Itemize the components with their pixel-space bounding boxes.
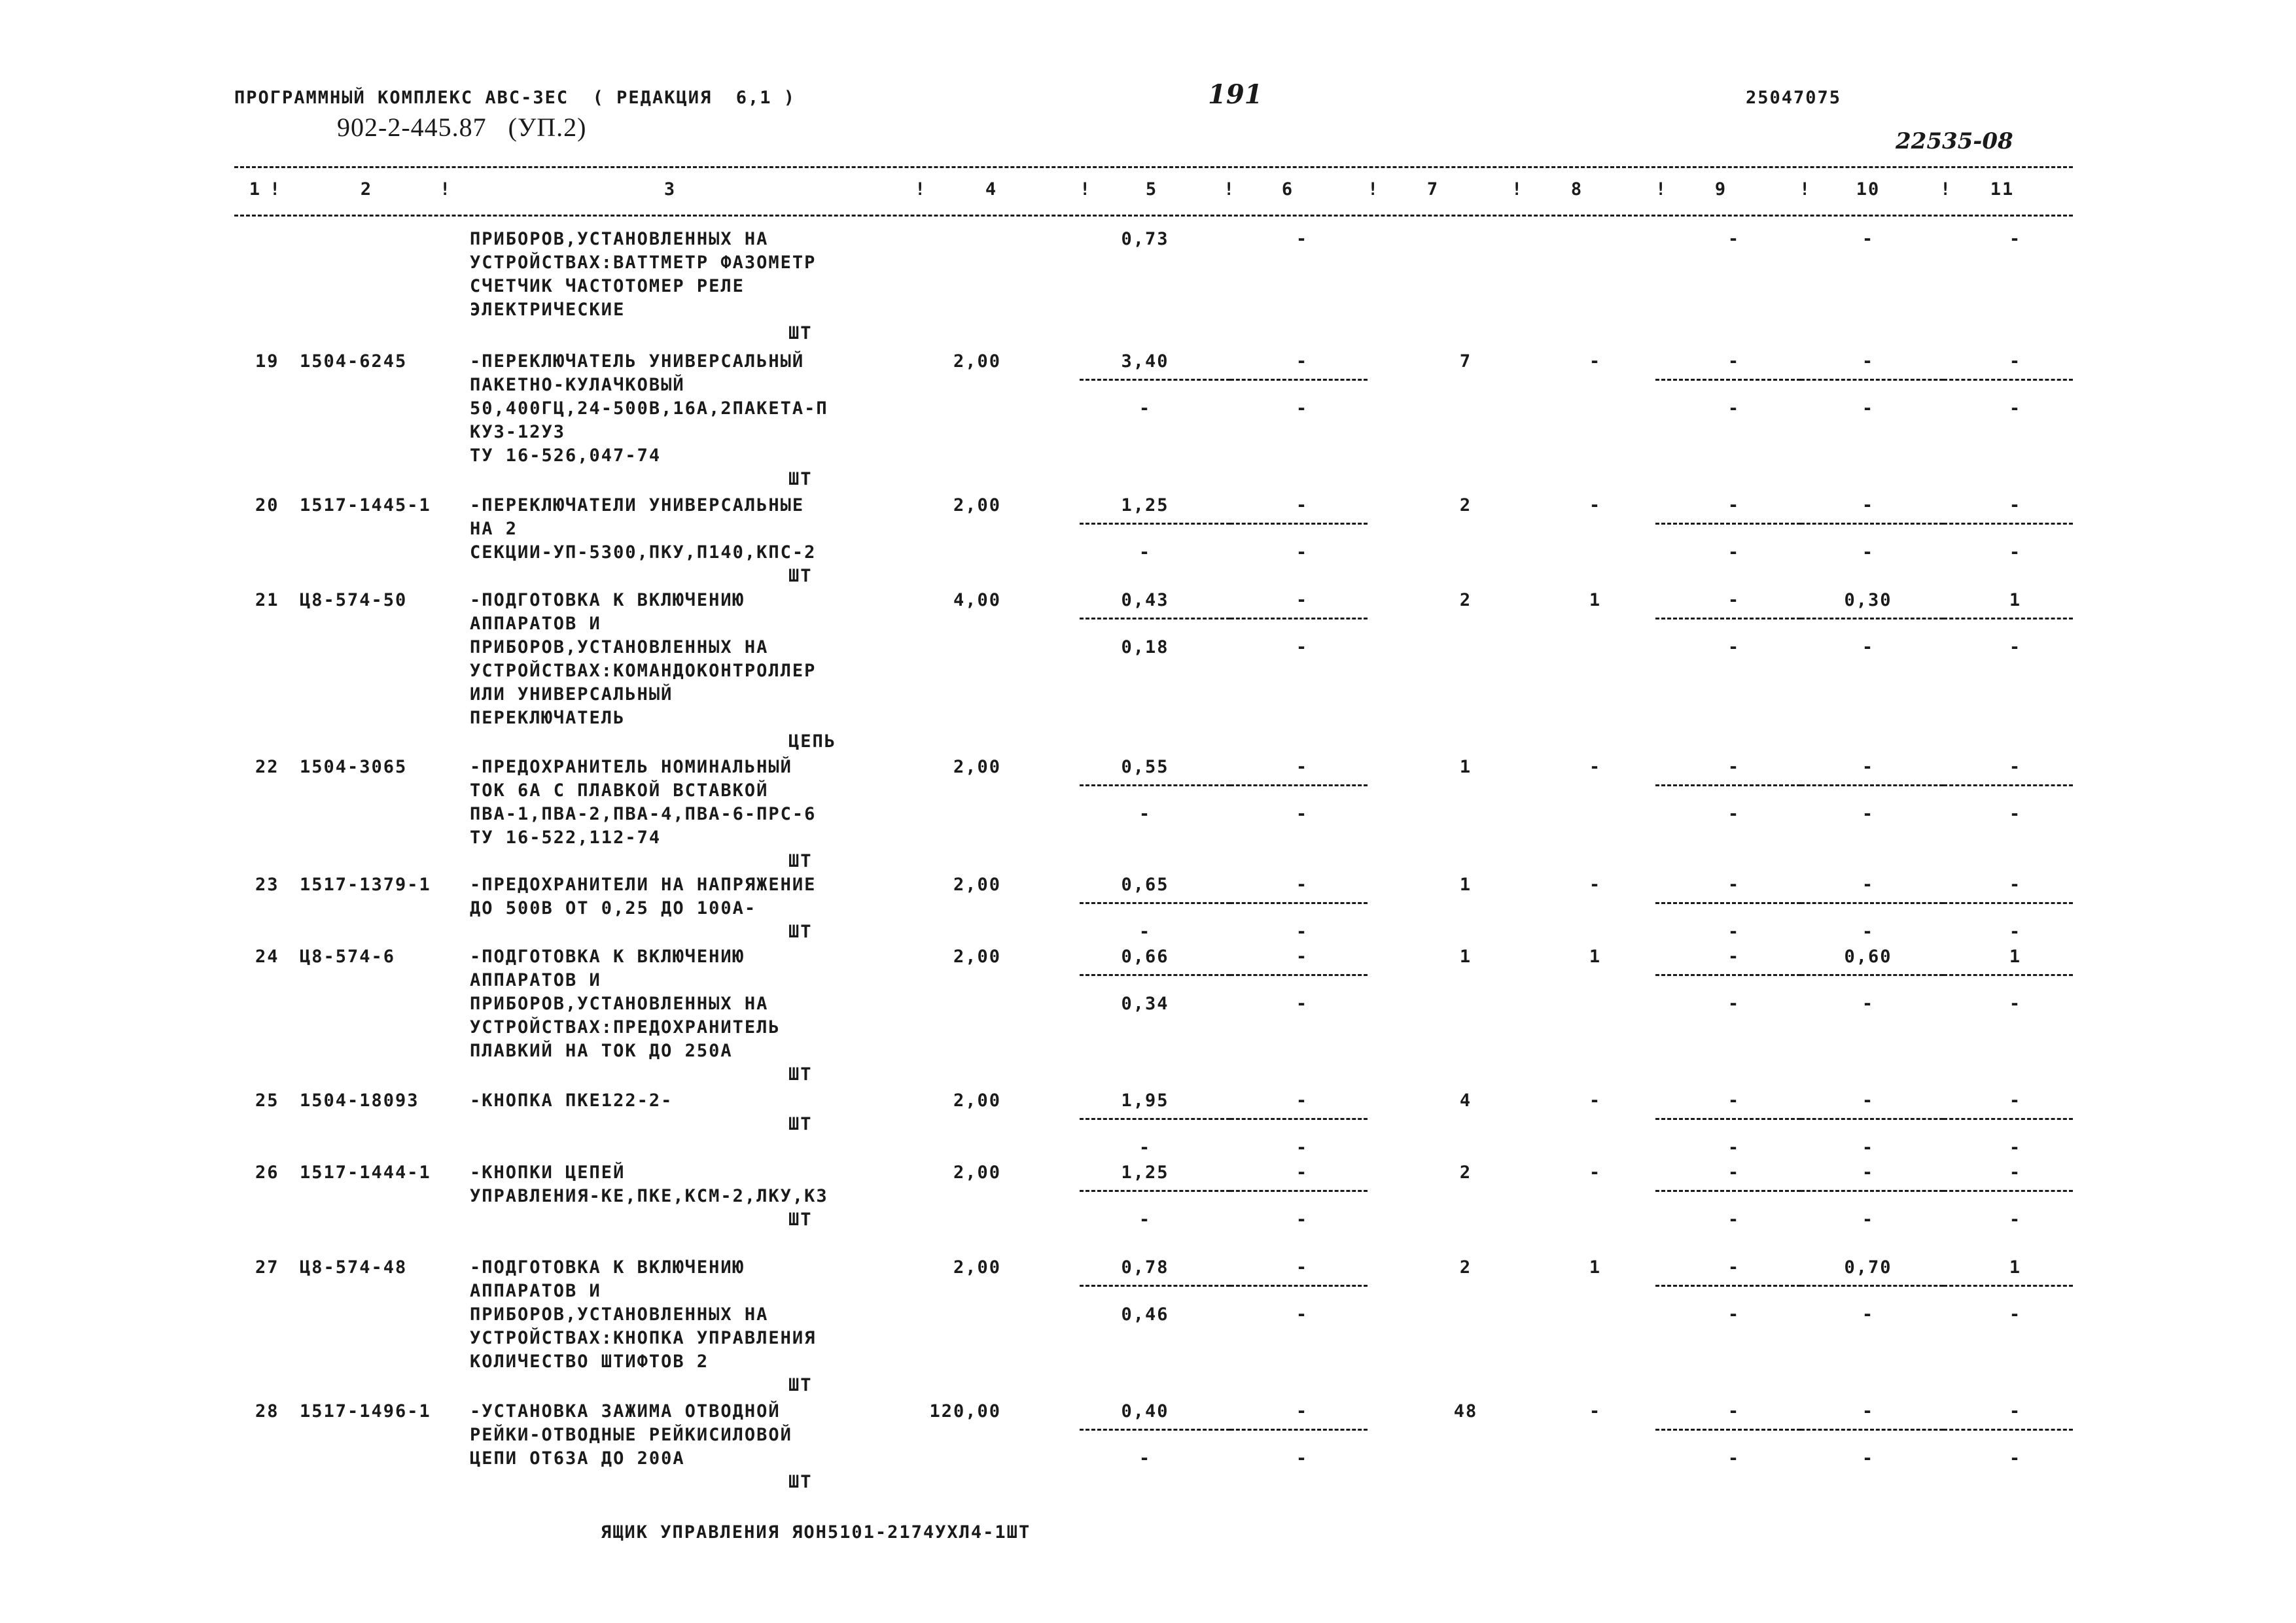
cell-divider	[1943, 618, 2073, 620]
row-col10-top: 0,70	[1844, 1257, 1892, 1278]
row-qty: 2,00	[953, 875, 1001, 895]
row-col9-top: -	[1727, 1401, 1740, 1422]
column-separator: !	[270, 179, 282, 200]
row-qty: 2,00	[953, 1091, 1001, 1111]
row-col5-bottom: -	[1139, 804, 1152, 824]
row-col5-top: 0,66	[1121, 947, 1169, 967]
row-qty: 120,00	[929, 1401, 1001, 1422]
row-col9-top: -	[1727, 229, 1740, 249]
cell-divider	[1230, 1285, 1368, 1287]
row-col7: 48	[1453, 1401, 1478, 1422]
row-unit: ШТ	[788, 1114, 813, 1134]
cell-divider	[1943, 523, 2073, 525]
cell-divider	[1080, 974, 1230, 976]
row-code: Ц8-574-48	[300, 1257, 408, 1278]
row-col9-top: -	[1727, 875, 1740, 895]
row-col10-top: -	[1862, 1162, 1875, 1183]
cell-divider	[1230, 974, 1368, 976]
row-col9-top: -	[1727, 1257, 1740, 1278]
column-header-5: 5	[1145, 179, 1158, 200]
row-col10-bottom: -	[1862, 1138, 1875, 1158]
column-header-1: 1	[249, 179, 262, 200]
row-col9-top: -	[1727, 947, 1740, 967]
row-col5-bottom: -	[1139, 1138, 1152, 1158]
row-description-line: АППАРАТОВ И	[470, 970, 601, 990]
row-col9-bottom: -	[1727, 994, 1740, 1014]
row-col8: -	[1589, 495, 1602, 515]
row-col5-bottom: -	[1139, 398, 1152, 419]
cell-divider	[1655, 784, 1801, 786]
row-col5-bottom: -	[1139, 1210, 1152, 1230]
row-description-line: РЕЙКИ-ОТВОДНЫЕ РЕЙКИСИЛОВОЙ	[470, 1425, 792, 1445]
row-description-line: УСТРОЙСТВАХ:ВАТТМЕТР ФАЗОМЕТР	[470, 253, 817, 273]
row-col10-bottom: -	[1862, 398, 1875, 419]
row-code: 1517-1444-1	[300, 1162, 431, 1183]
sheet-code: 25047075	[1746, 88, 1842, 108]
row-col6-bottom: -	[1296, 637, 1309, 657]
row-col11-bottom: -	[2009, 1448, 2022, 1469]
row-col11-bottom: -	[2009, 1210, 2022, 1230]
row-description-line: ЭЛЕКТРИЧЕСКИЕ	[470, 300, 626, 320]
column-header-7: 7	[1426, 179, 1439, 200]
row-unit: ШТ	[788, 1375, 813, 1395]
row-col8: -	[1589, 1401, 1602, 1422]
row-number: 22	[255, 757, 279, 777]
row-code: 1517-1379-1	[300, 875, 431, 895]
row-col6-top: -	[1296, 1257, 1309, 1278]
page-number: 191	[1208, 79, 1263, 110]
row-col10-top: -	[1862, 757, 1875, 777]
row-unit: ШТ	[788, 1210, 813, 1230]
row-col11-top: 1	[2009, 947, 2022, 967]
row-col9-top: -	[1727, 495, 1740, 515]
row-col10-top: 0,30	[1844, 590, 1892, 610]
row-description-line: УПРАВЛЕНИЯ-КЕ,ПКЕ,КСМ-2,ЛКУ,КЗ	[470, 1186, 828, 1206]
row-col11-top: -	[2009, 229, 2022, 249]
row-col10-bottom: -	[1862, 804, 1875, 824]
row-col7: 2	[1459, 495, 1472, 515]
row-col11-top: 1	[2009, 590, 2022, 610]
row-number: 26	[255, 1162, 279, 1183]
row-description-line: СЕКЦИИ-УП-5300,ПКУ,П140,КПС-2	[470, 542, 817, 563]
row-qty: 2,00	[953, 757, 1001, 777]
row-col11-bottom: -	[2009, 542, 2022, 563]
row-col9-top: -	[1727, 757, 1740, 777]
row-col10-top: -	[1862, 495, 1875, 515]
column-header-4: 4	[985, 179, 998, 200]
cell-divider	[1801, 1118, 1943, 1120]
row-col5-top: 0,73	[1121, 229, 1169, 249]
row-col11-bottom: -	[2009, 1304, 2022, 1325]
cell-divider	[1801, 784, 1943, 786]
row-col9-bottom: -	[1727, 1304, 1740, 1325]
column-separator: !	[1940, 179, 1952, 200]
row-number: 21	[255, 590, 279, 610]
row-col10-bottom: -	[1862, 1210, 1875, 1230]
cell-divider	[1943, 974, 2073, 976]
row-qty: 2,00	[953, 351, 1001, 372]
row-description-line: УСТРОЙСТВАХ:КОМАНДОКОНТРОЛЛЕР	[470, 661, 817, 681]
cell-divider	[1943, 379, 2073, 381]
row-col6-top: -	[1296, 1091, 1309, 1111]
row-description-line: -ПРЕДОХРАНИТЕЛИ НА НАПРЯЖЕНИЕ	[470, 875, 817, 895]
row-col6-bottom: -	[1296, 1448, 1309, 1469]
row-code: 1504-3065	[300, 757, 408, 777]
cell-divider	[1080, 523, 1230, 525]
row-col11-top: -	[2009, 1091, 2022, 1111]
row-unit: ШТ	[788, 851, 813, 871]
row-col9-bottom: -	[1727, 398, 1740, 419]
row-description-line: ПРИБОРОВ,УСТАНОВЛЕННЫХ НА	[470, 637, 769, 657]
cell-divider	[1655, 1118, 1801, 1120]
row-col6-top: -	[1296, 1162, 1309, 1183]
row-col6-top: -	[1296, 495, 1309, 515]
cell-divider	[1080, 784, 1230, 786]
row-col9-bottom: -	[1727, 1448, 1740, 1469]
row-col5-bottom: 0,18	[1121, 637, 1169, 657]
row-description-line: ЦЕПИ ОТ63А ДО 200А	[470, 1448, 685, 1469]
row-col10-bottom: -	[1862, 922, 1875, 942]
row-col9-top: -	[1727, 1091, 1740, 1111]
row-description-line: ДО 500В ОТ 0,25 ДО 100А-	[470, 898, 757, 918]
cell-divider	[1801, 1429, 1943, 1431]
row-col7: 1	[1459, 947, 1472, 967]
cell-divider	[1230, 1118, 1368, 1120]
row-description-line: ТОК 6А С ПЛАВКОЙ ВСТАВКОЙ	[470, 780, 769, 801]
cell-divider	[1801, 1190, 1943, 1192]
row-description-line: -КНОПКИ ЦЕПЕЙ	[470, 1162, 626, 1183]
column-separator: !	[915, 179, 927, 200]
cell-divider	[1230, 1429, 1368, 1431]
row-col5-bottom: -	[1139, 1448, 1152, 1469]
row-col7: 4	[1459, 1091, 1472, 1111]
row-col8: 1	[1589, 947, 1602, 967]
row-description-line: 50,400ГЦ,24-500В,16А,2ПАКЕТА-П	[470, 398, 828, 419]
cell-divider	[1230, 1190, 1368, 1192]
cell-divider	[1655, 1429, 1801, 1431]
row-col6-top: -	[1296, 229, 1309, 249]
cell-divider	[1943, 1285, 2073, 1287]
row-description-line: ПАКЕТНО-КУЛАЧКОВЫЙ	[470, 375, 685, 395]
row-unit: ШТ	[788, 469, 813, 489]
row-col5-top: 1,95	[1121, 1091, 1169, 1111]
row-col5-bottom: 0,34	[1121, 994, 1169, 1014]
cell-divider	[1943, 902, 2073, 904]
cell-divider	[1943, 1429, 2073, 1431]
row-description-line: КОЛИЧЕСТВО ШТИФТОВ 2	[470, 1352, 709, 1372]
row-col11-bottom: -	[2009, 637, 2022, 657]
row-description-line: ПРИБОРОВ,УСТАНОВЛЕННЫХ НА	[470, 994, 769, 1014]
row-col7: 2	[1459, 590, 1472, 610]
row-qty: 2,00	[953, 947, 1001, 967]
row-unit: ЦЕПЬ	[788, 731, 837, 752]
row-col11-bottom: -	[2009, 398, 2022, 419]
row-col6-bottom: -	[1296, 1304, 1309, 1325]
row-number: 25	[255, 1091, 279, 1111]
row-col5-top: 0,55	[1121, 757, 1169, 777]
cell-divider	[1080, 1285, 1230, 1287]
row-col7: 7	[1459, 351, 1472, 372]
row-col10-bottom: -	[1862, 1448, 1875, 1469]
row-number: 24	[255, 947, 279, 967]
row-col11-top: -	[2009, 1162, 2022, 1183]
row-description-line: -ПОДГОТОВКА К ВКЛЮЧЕНИЮ	[470, 590, 745, 610]
footer-note: ЯЩИК УПРАВЛЕНИЯ ЯОН5101-2174УХЛ4-1ШТ	[601, 1522, 1031, 1543]
column-header-10: 10	[1856, 179, 1881, 200]
row-col6-top: -	[1296, 1401, 1309, 1422]
row-col9-bottom: -	[1727, 922, 1740, 942]
cell-divider	[1080, 1190, 1230, 1192]
cell-divider	[1230, 902, 1368, 904]
row-description-line: УСТРОЙСТВАХ:ПРЕДОХРАНИТЕЛЬ	[470, 1017, 781, 1038]
row-code: Ц8-574-6	[300, 947, 396, 967]
row-col11-bottom: -	[2009, 922, 2022, 942]
row-qty: 4,00	[953, 590, 1001, 610]
row-col9-top: -	[1727, 1162, 1740, 1183]
cell-divider	[1080, 1118, 1230, 1120]
row-col6-bottom: -	[1296, 1138, 1309, 1158]
row-unit: ШТ	[788, 566, 813, 586]
cell-divider	[1080, 379, 1230, 381]
cell-divider	[1801, 523, 1943, 525]
row-col5-top: 1,25	[1121, 1162, 1169, 1183]
cell-divider	[1943, 784, 2073, 786]
row-description-line: ПРИБОРОВ,УСТАНОВЛЕННЫХ НА	[470, 229, 769, 249]
row-description-line: -ПЕРЕКЛЮЧАТЕЛЬ УНИВЕРСАЛЬНЫЙ	[470, 351, 805, 372]
row-description-line: АППАРАТОВ И	[470, 1281, 601, 1301]
cell-divider	[1943, 1190, 2073, 1192]
column-header-3: 3	[663, 179, 677, 200]
row-col8: -	[1589, 875, 1602, 895]
cell-divider	[1230, 523, 1368, 525]
row-col11-top: 1	[2009, 1257, 2022, 1278]
row-col10-bottom: -	[1862, 637, 1875, 657]
row-col9-bottom: -	[1727, 1210, 1740, 1230]
column-header-6: 6	[1281, 179, 1294, 200]
row-col10-top: 0,60	[1844, 947, 1892, 967]
row-col9-top: -	[1727, 590, 1740, 610]
row-col5-top: 0,40	[1121, 1401, 1169, 1422]
row-description-line: ИЛИ УНИВЕРСАЛЬНЫЙ	[470, 684, 673, 705]
cell-divider	[1655, 618, 1801, 620]
row-col9-bottom: -	[1727, 1138, 1740, 1158]
column-separator: !	[1224, 179, 1236, 200]
row-col7: 1	[1459, 757, 1472, 777]
row-col5-bottom: -	[1139, 542, 1152, 563]
row-col6-bottom: -	[1296, 398, 1309, 419]
column-header-8: 8	[1570, 179, 1583, 200]
row-col10-top: -	[1862, 351, 1875, 372]
column-separator: !	[440, 179, 452, 200]
row-description-line: УСТРОЙСТВАХ:КНОПКА УПРАВЛЕНИЯ	[470, 1328, 817, 1348]
row-col7: 2	[1459, 1162, 1472, 1183]
cell-divider	[1080, 1429, 1230, 1431]
row-col6-bottom: -	[1296, 922, 1309, 942]
row-col6-top: -	[1296, 875, 1309, 895]
row-col5-bottom: 0,46	[1121, 1304, 1169, 1325]
row-description-line: КУЗ-12УЗ	[470, 422, 566, 442]
row-col10-top: -	[1862, 1401, 1875, 1422]
column-separator: !	[1368, 179, 1380, 200]
row-description-line: -ПРЕДОХРАНИТЕЛЬ НОМИНАЛЬНЫЙ	[470, 757, 792, 777]
row-description-line: ПЕРЕКЛЮЧАТЕЛЬ	[470, 708, 626, 728]
row-number: 27	[255, 1257, 279, 1278]
row-col11-bottom: -	[2009, 1138, 2022, 1158]
row-description-line: -ПОДГОТОВКА К ВКЛЮЧЕНИЮ	[470, 1257, 745, 1278]
column-header-2: 2	[360, 179, 373, 200]
row-number: 20	[255, 495, 279, 515]
row-col6-bottom: -	[1296, 804, 1309, 824]
row-description-line: ТУ 16-526,047-74	[470, 445, 662, 466]
row-qty: 2,00	[953, 495, 1001, 515]
row-description-line: СЧЕТЧИК ЧАСТОТОМЕР РЕЛЕ	[470, 276, 745, 296]
row-col7: 2	[1459, 1257, 1472, 1278]
cell-divider	[1230, 379, 1368, 381]
row-code: 1517-1445-1	[300, 495, 431, 515]
cell-divider	[1801, 974, 1943, 976]
row-col6-bottom: -	[1296, 542, 1309, 563]
cell-divider	[1080, 902, 1230, 904]
row-col10-bottom: -	[1862, 542, 1875, 563]
handwritten-code: 22535-08	[1896, 128, 2013, 154]
column-separator: !	[1799, 179, 1812, 200]
row-col10-top: -	[1862, 229, 1875, 249]
cell-divider	[1655, 379, 1801, 381]
cell-divider	[1801, 379, 1943, 381]
header-rule-bottom	[234, 215, 2073, 217]
cell-divider	[1801, 1285, 1943, 1287]
row-col11-top: -	[2009, 495, 2022, 515]
row-col10-bottom: -	[1862, 994, 1875, 1014]
cell-divider	[1655, 1285, 1801, 1287]
row-col10-top: -	[1862, 875, 1875, 895]
row-col11-top: -	[2009, 1401, 2022, 1422]
row-col8: 1	[1589, 1257, 1602, 1278]
row-col11-top: -	[2009, 875, 2022, 895]
row-col6-bottom: -	[1296, 994, 1309, 1014]
row-description-line: ТУ 16-522,112-74	[470, 828, 662, 848]
program-title: ПРОГРАММНЫЙ КОМПЛЕКС АВС-ЗЕС ( РЕДАКЦИЯ 6,1 )	[234, 88, 796, 108]
row-col8: 1	[1589, 590, 1602, 610]
row-col6-top: -	[1296, 947, 1309, 967]
row-col8: -	[1589, 1162, 1602, 1183]
row-unit: ШТ	[788, 323, 813, 343]
row-col11-bottom: -	[2009, 804, 2022, 824]
row-col11-bottom: -	[2009, 994, 2022, 1014]
cell-divider	[1655, 974, 1801, 976]
row-number: 28	[255, 1401, 279, 1422]
row-description-line: -КНОПКА ПКЕ122-2-	[470, 1091, 673, 1111]
column-header-9: 9	[1714, 179, 1727, 200]
column-separator: !	[1080, 179, 1092, 200]
cell-divider	[1655, 523, 1801, 525]
row-description-line: ПРИБОРОВ,УСТАНОВЛЕННЫХ НА	[470, 1304, 769, 1325]
row-code: 1517-1496-1	[300, 1401, 431, 1422]
row-col7: 1	[1459, 875, 1472, 895]
row-col5-top: 0,65	[1121, 875, 1169, 895]
row-col5-top: 3,40	[1121, 351, 1169, 372]
cell-divider	[1080, 618, 1230, 620]
row-col11-top: -	[2009, 757, 2022, 777]
row-col10-bottom: -	[1862, 1304, 1875, 1325]
row-col10-top: -	[1862, 1091, 1875, 1111]
row-col8: -	[1589, 1091, 1602, 1111]
row-col9-bottom: -	[1727, 804, 1740, 824]
cell-divider	[1655, 902, 1801, 904]
row-unit: ШТ	[788, 1472, 813, 1492]
row-code: Ц8-574-50	[300, 590, 408, 610]
doc-code: 902-2-445.87 (УП.2)	[337, 113, 587, 142]
row-col8: -	[1589, 351, 1602, 372]
row-col5-top: 0,78	[1121, 1257, 1169, 1278]
row-unit: ШТ	[788, 922, 813, 942]
row-col11-top: -	[2009, 351, 2022, 372]
header-rule-top	[234, 166, 2073, 168]
row-col6-top: -	[1296, 351, 1309, 372]
row-unit: ШТ	[788, 1064, 813, 1085]
row-col5-top: 1,25	[1121, 495, 1169, 515]
cell-divider	[1230, 784, 1368, 786]
row-description-line: ПЛАВКИЙ НА ТОК ДО 250А	[470, 1041, 733, 1061]
column-separator: !	[1655, 179, 1668, 200]
row-description-line: -ПЕРЕКЛЮЧАТЕЛИ УНИВЕРСАЛЬНЫЕ	[470, 495, 805, 515]
cell-divider	[1943, 1118, 2073, 1120]
row-col9-top: -	[1727, 351, 1740, 372]
row-qty: 2,00	[953, 1257, 1001, 1278]
row-description-line: НА 2	[470, 519, 518, 539]
row-col8: -	[1589, 757, 1602, 777]
row-code: 1504-6245	[300, 351, 408, 372]
row-description-line: АППАРАТОВ И	[470, 614, 601, 634]
row-col6-bottom: -	[1296, 1210, 1309, 1230]
row-col5-bottom: -	[1139, 922, 1152, 942]
row-col9-bottom: -	[1727, 637, 1740, 657]
cell-divider	[1230, 618, 1368, 620]
row-description-line: -УСТАНОВКА ЗАЖИМА ОТВОДНОЙ	[470, 1401, 781, 1422]
cell-divider	[1655, 1190, 1801, 1192]
cell-divider	[1801, 902, 1943, 904]
row-col6-top: -	[1296, 757, 1309, 777]
row-col6-top: -	[1296, 590, 1309, 610]
row-number: 23	[255, 875, 279, 895]
cell-divider	[1801, 618, 1943, 620]
row-code: 1504-18093	[300, 1091, 419, 1111]
column-header-11: 11	[1990, 179, 2015, 200]
row-description-line: -ПОДГОТОВКА К ВКЛЮЧЕНИЮ	[470, 947, 745, 967]
row-qty: 2,00	[953, 1162, 1001, 1183]
row-description-line: ПВА-1,ПВА-2,ПВА-4,ПВА-6-ПРС-6	[470, 804, 817, 824]
row-number: 19	[255, 351, 279, 372]
row-col5-top: 0,43	[1121, 590, 1169, 610]
row-col9-bottom: -	[1727, 542, 1740, 563]
column-separator: !	[1511, 179, 1524, 200]
